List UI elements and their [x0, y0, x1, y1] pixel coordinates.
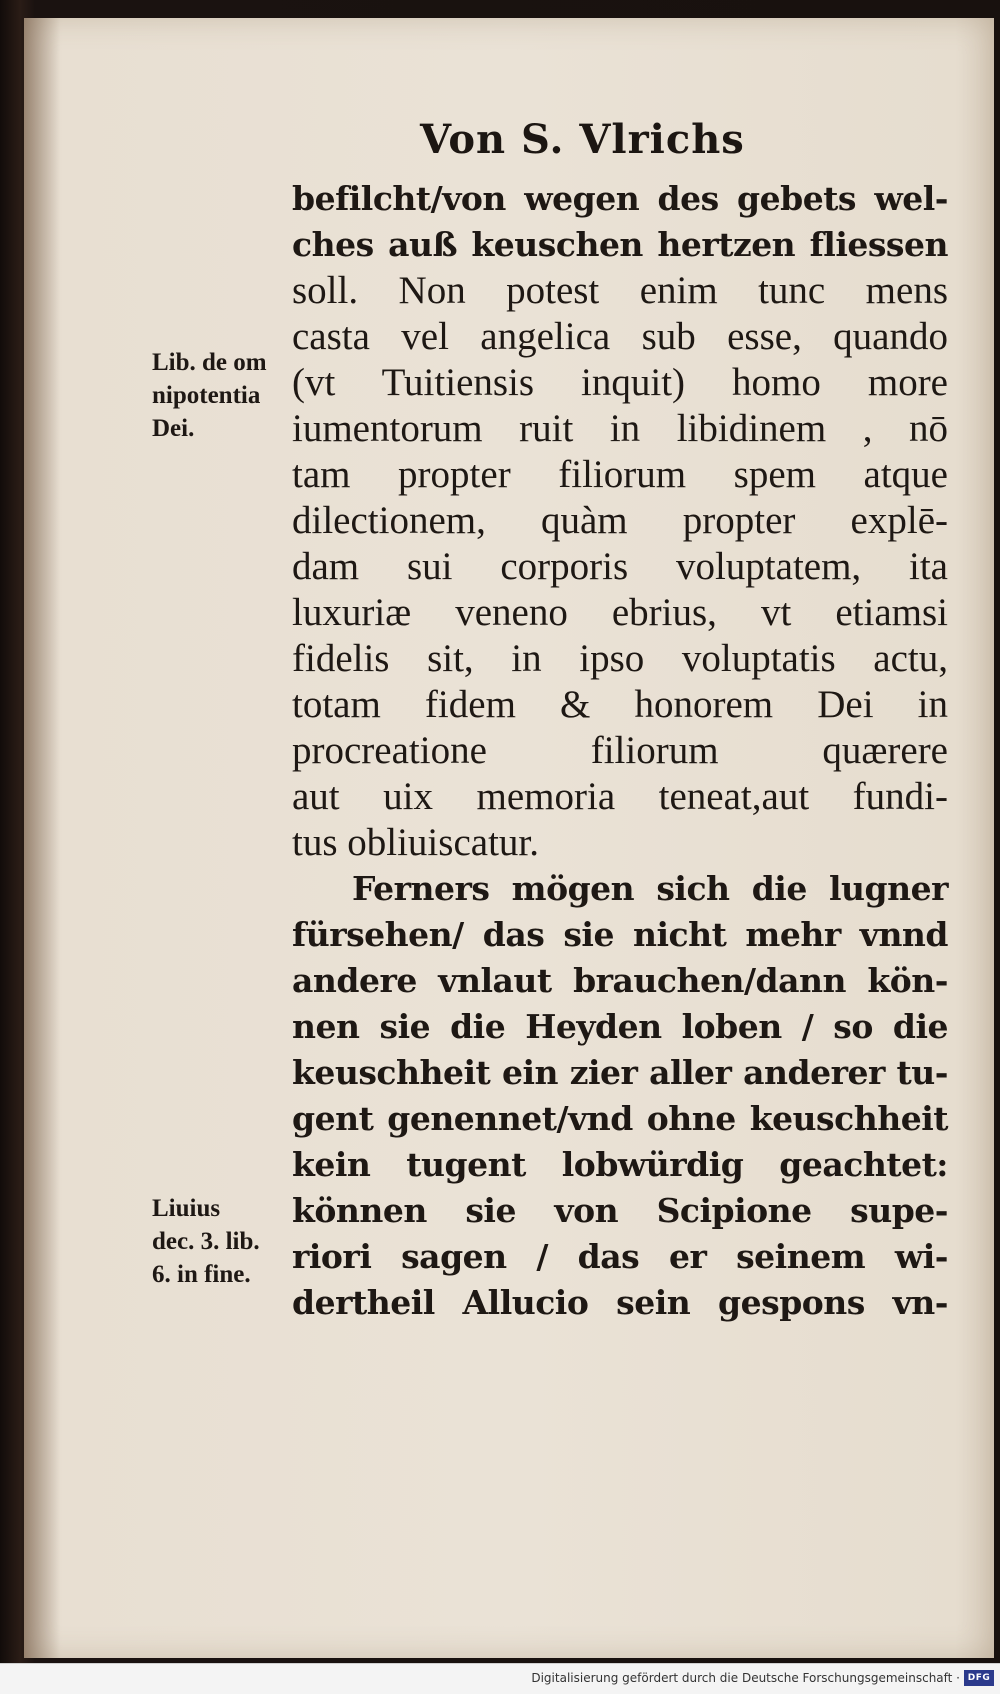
text-line-3: soll. Non potest enim tunc mens	[292, 269, 948, 312]
marginal-note-2-line-3: 6. in fine.	[152, 1261, 251, 1288]
text-line-18: andere vnlaut brauchen/dann kön-	[292, 961, 948, 1000]
running-head: Von S. Vlrichs	[420, 116, 745, 163]
footer-bar	[0, 1663, 1000, 1694]
text-line-16: Ferners mögen sich die lugner	[352, 869, 948, 908]
text-line-8: dilectionem, quàm propter explē-	[292, 499, 948, 542]
text-line-25: dertheil Allucio sein gespons vn-	[292, 1283, 948, 1322]
dfg-logo: DFG	[964, 1670, 994, 1686]
text-line-14: aut uix memoria teneat,aut fundi-	[292, 775, 948, 818]
text-line-10: luxuriæ veneno ebrius, vt etiamsi	[292, 591, 948, 634]
marginal-note-2-line-1: Liuius	[152, 1195, 221, 1222]
text-line-5: (vt Tuitiensis inquit) homo more	[292, 361, 948, 404]
text-line-6: iumentorum ruit in libidinem , nō	[292, 407, 948, 450]
main-text-block	[292, 176, 948, 1326]
text-line-4: casta vel angelica sub esse, quando	[292, 315, 948, 358]
text-line-24: riori sagen / das er seinem wi-	[292, 1237, 948, 1276]
text-line-23: können sie von Scipione supe-	[292, 1191, 948, 1230]
marginal-note-1-line-3: Dei.	[152, 415, 195, 442]
text-line-7: tam propter filiorum spem atque	[292, 453, 948, 496]
text-line-11: fidelis sit, in ipso voluptatis actu,	[292, 637, 948, 680]
text-line-15: tus obliuiscatur.	[292, 821, 539, 864]
text-line-22: kein tugent lobwürdig geachtet:	[292, 1145, 948, 1184]
marginal-note-1-line-1: Lib. de om	[152, 349, 267, 376]
text-line-1: befilcht/von wegen des gebets wel-	[292, 179, 948, 218]
text-line-21: gent genennet/vnd ohne keuschheit	[292, 1099, 948, 1138]
marginal-note-1	[152, 346, 292, 445]
marginal-note-2	[152, 1192, 292, 1291]
text-line-17: fürsehen/ das sie nicht mehr vnnd	[292, 915, 948, 954]
text-line-13: procreatione filiorum quærere	[292, 729, 948, 772]
footer-credit: Digitalisierung gefördert durch die Deutsche Forschungsgemeinschaft ·	[531, 1671, 960, 1685]
text-line-12: totam fidem & honorem Dei in	[292, 683, 948, 726]
text-line-20: keuschheit ein zier aller anderer tu-	[292, 1053, 948, 1092]
text-line-2: ches auß keuschen hertzen fliessen	[292, 225, 948, 264]
text-line-9: dam sui corporis voluptatem, ita	[292, 545, 948, 588]
text-line-19: nen sie die Heyden loben / so die	[292, 1007, 948, 1046]
spine-shadow	[24, 18, 60, 1658]
marginal-note-1-line-2: nipotentia	[152, 382, 261, 409]
marginal-note-2-line-2: dec. 3. lib.	[152, 1228, 260, 1255]
